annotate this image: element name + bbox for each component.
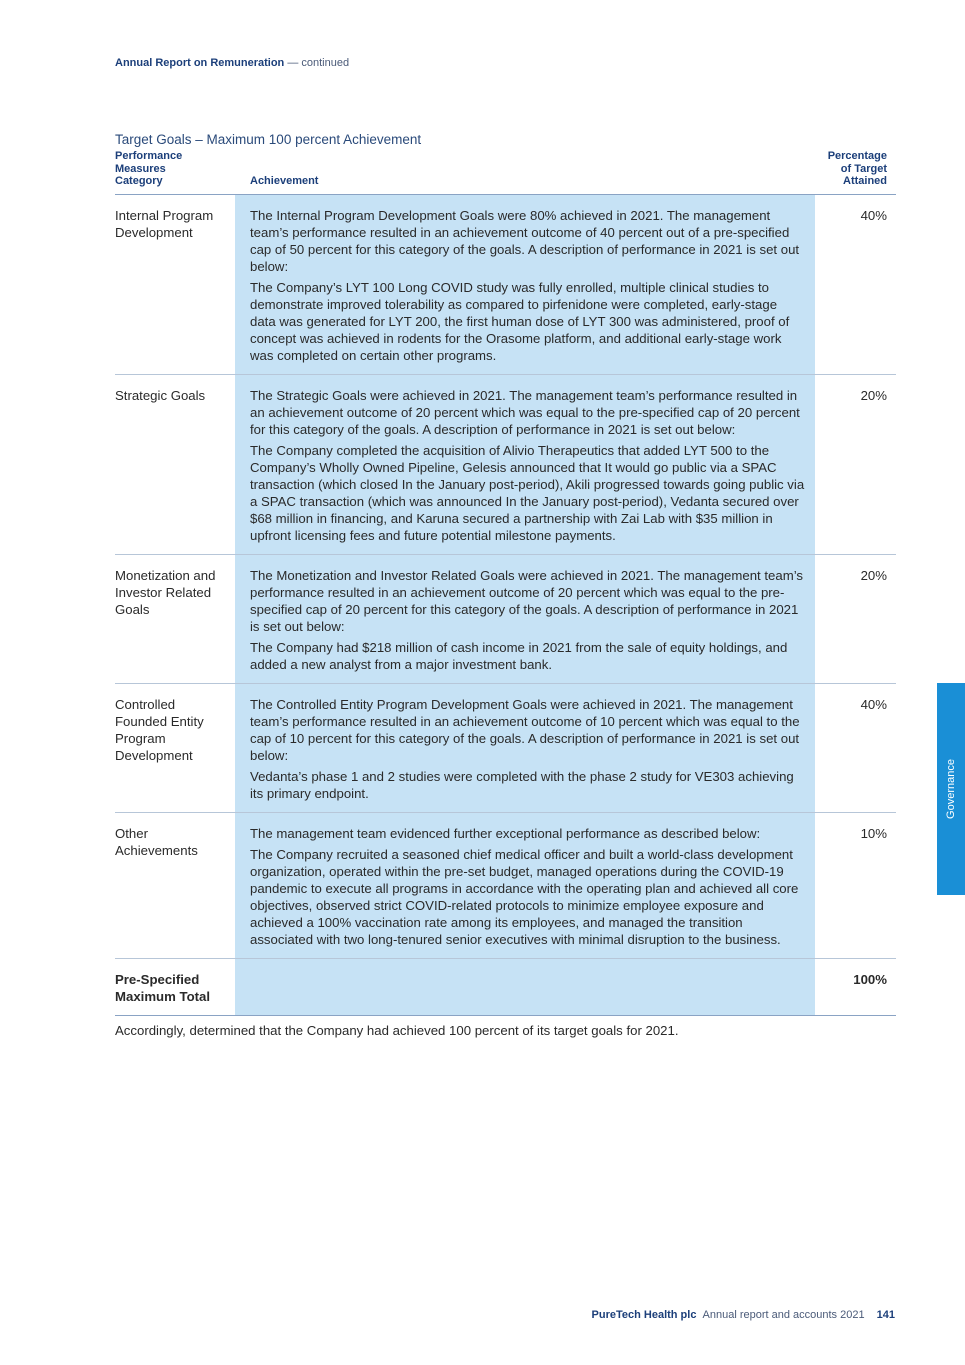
- row-achievement: [235, 374, 815, 554]
- total-row: [115, 958, 896, 1015]
- total-percentage: 100%: [815, 958, 896, 1015]
- achievement-paragraph: The Company completed the acquisition of Alivio Therapeutics that added LYT 500 to the Company’s Wholly Owned Pipeline, Gelesis announced that It would go public via a SPAC transaction (which closed In the January post-period), Akili progressed towards going public via a SPAC transaction (which was announced In the January post-period), Vedanta secured over $68 million in financing, and Karuna secured a partnership with Zai Lab with $35 million in upfront licensing fees and future potential milestone payments.: [250, 442, 805, 543]
- row-category: Strategic Goals: [115, 374, 235, 554]
- achievement-paragraph: The management team evidenced further exceptional performance as described below:: [250, 825, 761, 841]
- row-category: Monetization and Investor Related Goals: [115, 554, 235, 683]
- table-row: [115, 683, 896, 812]
- side-tab-label: Governance: [945, 759, 957, 819]
- achievement-paragraph: The Company’s LYT 100 Long COVID study was fully enrolled, multiple clinical studies to demonstrate improved tolerability as compared to pirfenidone were completed, early-stage data was generated for LYT 200, the first human dose of LYT 300 was administered, proof of concept was achieved in rodents for the Orasome platform, and additional early-stage work was completed on certain other programs.: [250, 279, 790, 363]
- col-header-percentage: [815, 148, 896, 194]
- running-header: [115, 57, 349, 69]
- col-header-category: [115, 148, 235, 194]
- conclusion-text: Accordingly, determined that the Company had achieved 100 percent of its target goals for 2021.: [115, 1022, 679, 1038]
- table-row: [115, 374, 896, 554]
- row-percentage: 10%: [815, 812, 896, 958]
- row-percentage: 40%: [815, 194, 896, 374]
- table-row: [115, 194, 896, 374]
- row-achievement: [235, 683, 815, 812]
- row-achievement: [235, 194, 815, 374]
- total-achievement-empty: [235, 958, 815, 1015]
- footer-report: Annual report and accounts 2021: [702, 1309, 865, 1321]
- continued-label: — continued: [284, 57, 350, 69]
- achievement-paragraph: The Monetization and Investor Related Goals were achieved in 2021. The management team’s performance resulted in an achievement outcome of 20 percent which was equal to the pre-specified cap of 20 percent for this category of the goals. A description of performance in 2021 is set out below:: [250, 567, 803, 634]
- total-label: Pre-Specified Maximum Total: [115, 958, 235, 1015]
- goals-table-wrap: [115, 148, 896, 1038]
- table-header-row: [115, 148, 896, 194]
- col-header-achievement: Achievement: [235, 148, 815, 194]
- col-header-category-text: Performance Measures Category: [115, 150, 183, 187]
- achievement-paragraph: The Controlled Entity Program Development Goals were achieved in 2021. The management team’s performance resulted in an achievement outcome of 10 percent which was equal to the cap of 10 percent for this category of the goals. A description of performance in 2021 is set out below:: [250, 696, 800, 763]
- row-percentage: 20%: [815, 374, 896, 554]
- table-row: [115, 812, 896, 958]
- footer-company: PureTech Health plc: [591, 1309, 697, 1321]
- goals-table: [115, 148, 896, 1016]
- achievement-paragraph: The Strategic Goals were achieved in 2021. The management team’s performance resulted in an achievement outcome of 20 percent which was equal to the pre-specified cap of 20 percent for this category of the goals. A description of performance in 2021 is set out below:: [250, 387, 800, 437]
- governance-section-tab: [937, 683, 965, 895]
- achievement-paragraph: Vedanta’s phase 1 and 2 studies were completed with the phase 2 study for VE303 achieving its primary endpoint.: [250, 768, 794, 801]
- page-number: 141: [876, 1309, 895, 1321]
- achievement-paragraph: The Internal Program Development Goals were 80% achieved in 2021. The management team’s performance resulted in an achievement outcome of 40 percent out of a pre-specified cap of 50 percent for this category of the goals. A description of performance in 2021 is set out below:: [250, 207, 800, 274]
- table-title: Target Goals – Maximum 100 percent Achievement: [115, 132, 422, 147]
- table-row: [115, 554, 896, 683]
- row-achievement: [235, 812, 815, 958]
- row-category: Controlled Founded Entity Program Development: [115, 683, 235, 812]
- achievement-paragraph: The Company recruited a seasoned chief medical officer and built a world-class development organization, operated within the pre-set budget, managed operations during the COVID-19 pandemic to execute all programs in accordance with the operating plan and achieved all core objectives, observed strict COVID-related protocols to minimize employee exposure and achieved a 100% vaccination rate among its employees, and managed the transition associated with two long-tenured senior executives with minimal disruption to the business.: [250, 846, 799, 947]
- row-category: Other Achievements: [115, 812, 235, 958]
- page-footer: [592, 1309, 895, 1321]
- row-category: Internal Program Development: [115, 194, 235, 374]
- section-title: Annual Report on Remuneration: [115, 57, 285, 69]
- achievement-paragraph: The Company had $218 million of cash income in 2021 from the sale of equity holdings, and added a new analyst from a major investment bank.: [250, 639, 788, 672]
- row-percentage: 40%: [815, 683, 896, 812]
- row-percentage: 20%: [815, 554, 896, 683]
- col-header-percentage-text: Percentage of Target Attained: [827, 150, 887, 187]
- row-achievement: [235, 554, 815, 683]
